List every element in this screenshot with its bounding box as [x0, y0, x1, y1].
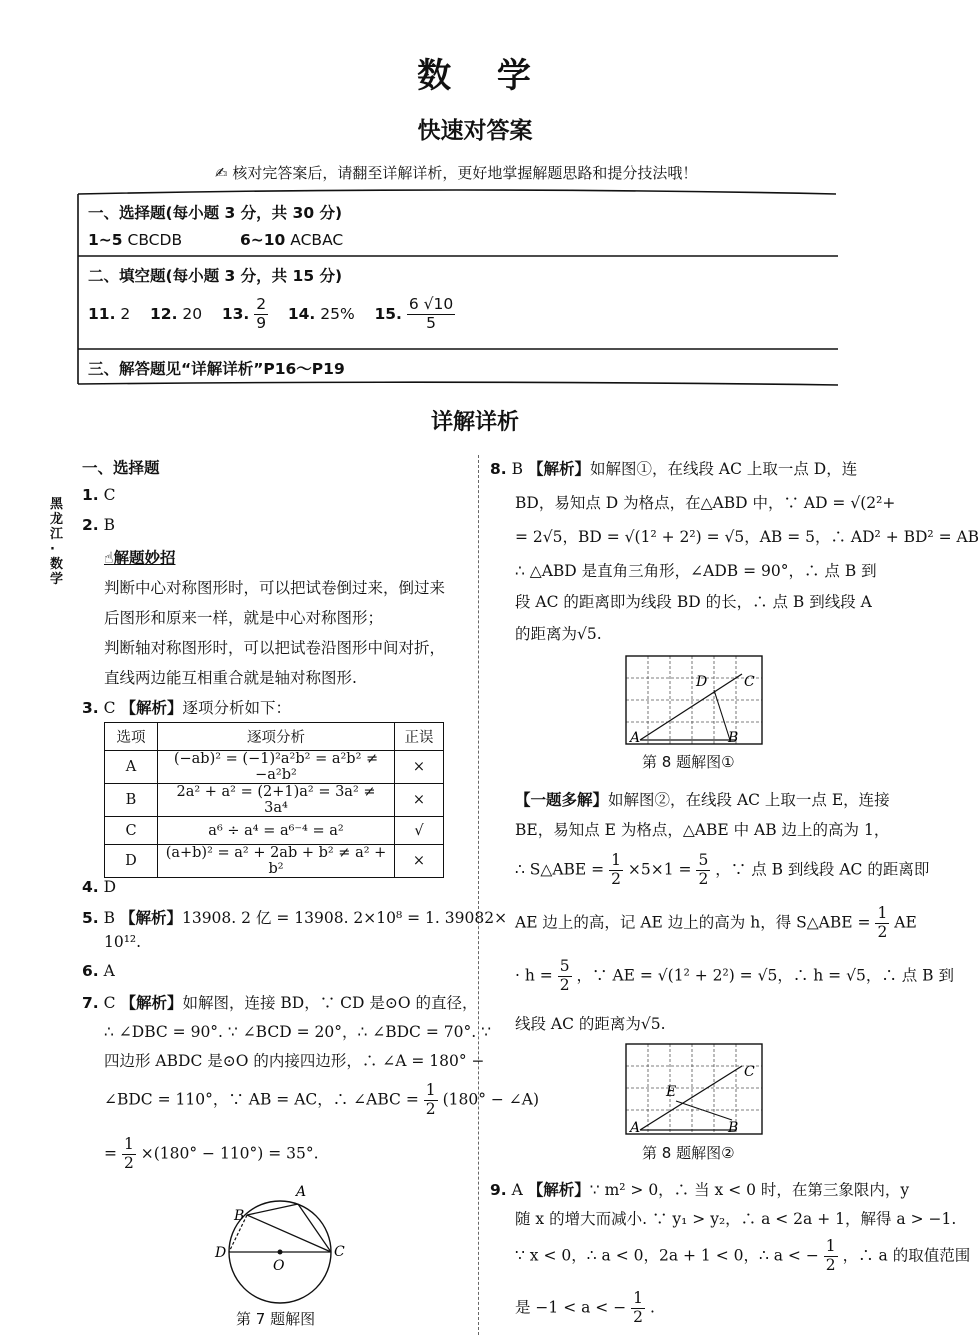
- quick-answer-title: 快速对答案: [417, 118, 533, 144]
- answer: A: [103, 962, 115, 980]
- q2: [82, 516, 115, 534]
- numerator: 1: [825, 1237, 836, 1255]
- q8-line: 的距离为√5.: [515, 625, 602, 643]
- table-cell: B: [105, 784, 158, 817]
- multi-text: ∴ S△ABE =: [515, 860, 605, 879]
- table-cell: D: [105, 845, 158, 878]
- qnum: 3.: [82, 699, 99, 717]
- denominator: 2: [559, 975, 570, 994]
- figure-8-1-caption: 第 8 题解图①: [642, 753, 735, 771]
- ans-range-2: 6~10: [240, 231, 286, 249]
- label-C: C: [744, 1064, 755, 1080]
- label-C: C: [744, 674, 755, 690]
- tip-label: [104, 546, 175, 568]
- qnum: 6.: [82, 962, 99, 980]
- tip-line-2: 后图形和原来一样，就是中心对称图形；: [104, 609, 384, 627]
- fraction: [696, 852, 710, 889]
- table-row: [105, 817, 444, 845]
- q9-line: [515, 1290, 655, 1327]
- answer: A: [511, 1181, 523, 1199]
- q7-text: =: [104, 1144, 117, 1163]
- ans-values-1: CBCDB: [127, 231, 183, 249]
- table-header: 逐项分析: [158, 723, 395, 751]
- left-section: 一、选择题: [82, 459, 160, 477]
- denominator: 2: [698, 869, 709, 888]
- hand-icon: ✍: [215, 164, 228, 182]
- fraction: [609, 852, 623, 889]
- denominator: 2: [123, 1153, 134, 1172]
- answer: B: [511, 460, 524, 478]
- table-cell: ×: [395, 784, 444, 817]
- table-cell: ×: [395, 751, 444, 784]
- hand-icon: ☝: [104, 549, 114, 567]
- label-O: O: [273, 1258, 285, 1274]
- multi-line: [515, 788, 890, 810]
- numerator: 6 √10: [408, 295, 454, 313]
- q9-line: [515, 1238, 970, 1275]
- q7: [82, 991, 477, 1013]
- q7-line: ∴ ∠DBC = 90°. ∵ ∠BCD = 20°，∴ ∠BDC = 70°. ∵: [104, 1023, 491, 1041]
- fraction: [631, 1290, 645, 1327]
- fill-value: 20: [182, 304, 203, 323]
- denominator: 5: [426, 313, 436, 332]
- label-B: B: [728, 730, 739, 746]
- multi-text: AE 边上的高，记 AE 边上的高为 h，得 S△ABE =: [515, 913, 871, 932]
- q9-text: .: [649, 1298, 655, 1317]
- q7-text: ×(180° − 110°) = 35°.: [140, 1144, 319, 1163]
- fill-num: 11.: [88, 304, 116, 323]
- label-A: A: [630, 730, 641, 746]
- fill-num: 14.: [287, 304, 316, 323]
- fraction: [122, 1136, 136, 1173]
- numerator: 5: [698, 851, 709, 869]
- q7-line: 四边形 ABDC 是⊙O 的内接四边形，∴ ∠A = 180° −: [104, 1052, 485, 1070]
- label-B: B: [728, 1120, 739, 1136]
- multi-tag: 【一题多解】: [515, 791, 609, 809]
- q8-line: = 2√5，BD = √(1² + 2²) = √5，AB = 5，∴ AD² + BD² = AB: [515, 528, 979, 546]
- solve-section-label: 三、解答题见“详解详析”P16～P19: [88, 360, 345, 378]
- numerator: 1: [877, 904, 888, 922]
- table-cell: C: [105, 817, 158, 845]
- multi-line: BE，易知点 E 为格点，△ABE 中 AB 边上的高为 1，: [515, 821, 890, 839]
- numerator: 1: [425, 1081, 436, 1099]
- choice-answers-2: [240, 231, 343, 249]
- label-A: A: [296, 1184, 307, 1200]
- analysis-tag: 【解析】: [120, 994, 183, 1012]
- multi-text: · h =: [515, 966, 553, 985]
- fill-answers: [88, 296, 455, 333]
- denominator: 2: [877, 922, 888, 941]
- qnum: 7.: [82, 994, 99, 1012]
- table-row: [105, 845, 444, 878]
- q9-text: 是 −1 < a < −: [515, 1298, 627, 1317]
- choice-section-label: 一、选择题(每小题 3 分，共 30 分): [88, 204, 343, 222]
- q8-line: 如解图①，在线段 AC 上取一点 D，连: [589, 460, 858, 478]
- denominator: 2: [425, 1099, 436, 1118]
- q3: [82, 696, 291, 718]
- q9-text: ∵ m² > 0，∴ 当 x < 0 时，在第三象限内，y: [589, 1181, 910, 1199]
- answer: C: [103, 994, 116, 1012]
- analysis-tag: 【解析】: [527, 1181, 590, 1199]
- q9: [490, 1178, 909, 1200]
- q8-line: 段 AC 的距离即为线段 BD 的长，∴ 点 B 到线段 A: [515, 593, 872, 611]
- figure-8-2: [622, 1040, 768, 1138]
- side-label: 黑龙江·数学: [50, 497, 64, 587]
- q5-text: 13908. 2 亿 = 13908. 2×10⁸ = 1. 39082×: [181, 909, 508, 927]
- q8-line: BD，易知点 D 为格点，在△ABD 中，∵ AD = √(2²+: [515, 494, 896, 512]
- column-divider: [478, 455, 479, 1335]
- answer: C: [103, 699, 116, 717]
- choice-answers-1: [88, 231, 182, 249]
- answer: B: [103, 909, 116, 927]
- table-cell: ×: [395, 845, 444, 878]
- fraction: [558, 958, 572, 995]
- q9-text: ，∴ a 的取值范围: [842, 1246, 971, 1265]
- qnum: 1.: [82, 486, 99, 504]
- tip-line-4: 直线两边能互相重合就是轴对称图形.: [104, 669, 357, 687]
- denominator: 2: [825, 1255, 836, 1274]
- tip-line-3: 判断轴对称图形时，可以把试卷沿图形中间对折，: [104, 639, 446, 657]
- table-cell: (−ab)² = (−1)²a²b² = a²b² ≠ −a²b²: [158, 751, 395, 784]
- multi-text: ×5×1 =: [627, 860, 692, 879]
- q9-text: ∵ x < 0，∴ a < 0，2a + 1 < 0，∴ a < −: [515, 1246, 819, 1265]
- label-D: D: [215, 1245, 227, 1261]
- multi-line: [515, 905, 917, 942]
- q7-line: 如解图，连接 BD，∵ CD 是⊙O 的直径，: [182, 994, 478, 1012]
- table-cell: √: [395, 817, 444, 845]
- q5: [82, 906, 507, 928]
- q7-text: (180° − ∠A): [442, 1090, 540, 1109]
- q7-text: ∠BDC = 110°，∵ AB = AC，∴ ∠ABC =: [104, 1090, 419, 1109]
- qnum: 2.: [82, 516, 99, 534]
- q8: [490, 457, 857, 479]
- qnum: 4.: [82, 878, 99, 896]
- q9-line: 随 x 的增大而减小. ∵ y₁ > y₂，∴ a < 2a + 1，解得 a > −1.: [515, 1210, 957, 1228]
- numerator: 5: [559, 957, 570, 975]
- analysis-tag: 【解析】: [527, 460, 590, 478]
- denominator: 2: [633, 1307, 643, 1326]
- table-cell: (a+b)² = a² + 2ab + b² ≠ a² + b²: [158, 845, 395, 878]
- numerator: 1: [611, 851, 621, 869]
- tip-text: 核对完答案后，请翻至详解详析，更好地掌握解题思路和提分技法哦！: [232, 164, 698, 182]
- q7-line: [104, 1136, 319, 1173]
- table-header: 正误: [395, 723, 444, 751]
- multi-text: 如解图②，在线段 AC 上取一点 E，连接: [608, 791, 890, 809]
- tip-label-text: 解题妙招: [113, 549, 176, 567]
- denominator: 9: [256, 313, 267, 332]
- q5-text-2: 10¹².: [104, 933, 142, 951]
- figure-7-caption: 第 7 题解图: [236, 1310, 316, 1328]
- multi-line: 线段 AC 的距离为√5.: [515, 1015, 666, 1033]
- fill-fraction: [407, 296, 455, 333]
- fill-section-label: 二、填空题(每小题 3 分，共 15 分): [88, 267, 343, 285]
- label-B: B: [234, 1208, 245, 1224]
- q1: [82, 486, 116, 504]
- qnum: 9.: [490, 1181, 507, 1199]
- multi-line: [515, 958, 954, 995]
- ans-range-1: 1~5: [88, 231, 123, 249]
- answer: D: [103, 878, 117, 896]
- numerator: 1: [123, 1135, 134, 1153]
- table-row: [105, 751, 444, 784]
- figure-8-2-caption: 第 8 题解图②: [642, 1144, 735, 1162]
- label-E: E: [666, 1084, 677, 1100]
- ans-values-2: ACBAC: [290, 231, 344, 249]
- option-table: [104, 722, 444, 878]
- denominator: 2: [611, 869, 621, 888]
- fraction: [824, 1238, 838, 1275]
- table-header: 选项: [105, 723, 158, 751]
- fill-num: 12.: [150, 304, 178, 323]
- fill-num: 15.: [374, 304, 402, 323]
- answer: C: [103, 486, 116, 504]
- detail-title: 详解详析: [430, 410, 519, 435]
- q4: [82, 878, 116, 896]
- numerator: 1: [633, 1289, 643, 1307]
- q3-text: 逐项分析如下：: [182, 699, 291, 717]
- fill-value: 25%: [320, 304, 355, 323]
- figure-8-1: [622, 652, 768, 748]
- analysis-tag: 【解析】: [120, 699, 183, 717]
- fill-num: 13.: [221, 304, 250, 323]
- q8-line: ∴ △ABD 是直角三角形，∠ADB = 90°，∴ 点 B 到: [515, 562, 877, 580]
- q6: [82, 962, 115, 980]
- answer: B: [103, 516, 116, 534]
- figure-7: [210, 1180, 360, 1310]
- analysis-tag: 【解析】: [119, 909, 182, 927]
- tip-line: [215, 162, 697, 183]
- tip-line-1: 判断中心对称图形时，可以把试卷倒过来，倒过来: [104, 579, 446, 597]
- label-C: C: [334, 1244, 345, 1260]
- qnum: 8.: [490, 460, 507, 478]
- table-row: [105, 784, 444, 817]
- fill-value: 2: [120, 304, 131, 323]
- multi-text: AE: [894, 913, 917, 932]
- table-cell: a⁶ ÷ a⁴ = a⁶⁻⁴ = a²: [158, 817, 395, 845]
- label-D: D: [696, 674, 708, 690]
- page-title: 数 学: [417, 56, 533, 96]
- table-cell: A: [105, 751, 158, 784]
- multi-text: ，∵ AE = √(1² + 2²) = √5，∴ h = √5，∴ 点 B 到: [576, 966, 954, 985]
- table-cell: 2a² + a² = (2+1)a² = 3a² ≠ 3a⁴: [158, 784, 395, 817]
- fraction: [424, 1082, 438, 1119]
- fill-fraction: [254, 296, 268, 333]
- multi-text: ，∵ 点 B 到线段 AC 的距离即: [715, 860, 930, 879]
- qnum: 5.: [82, 909, 99, 927]
- q7-line: [104, 1082, 539, 1119]
- numerator: 2: [256, 295, 267, 313]
- table-header-row: [105, 723, 444, 751]
- label-A: A: [630, 1120, 641, 1136]
- multi-line: [515, 852, 929, 889]
- fraction: [875, 905, 889, 942]
